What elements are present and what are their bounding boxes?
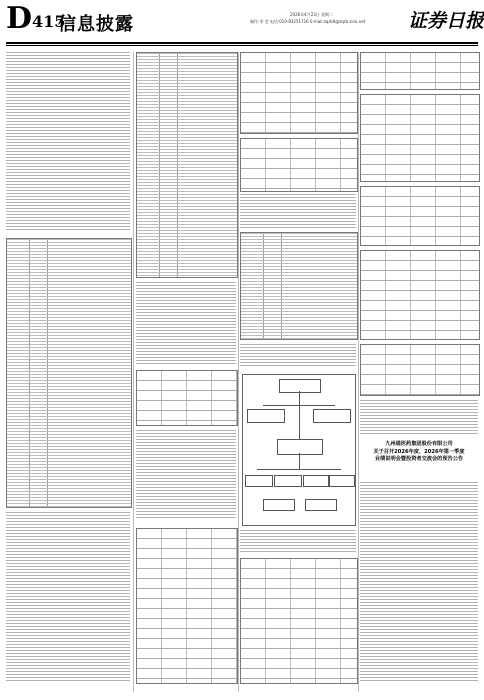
page-number: 415 bbox=[32, 12, 66, 31]
body-text bbox=[360, 482, 478, 682]
diagram-node bbox=[303, 475, 329, 487]
column-divider bbox=[238, 52, 239, 692]
body-text bbox=[240, 530, 356, 554]
body-text bbox=[360, 400, 478, 436]
data-table bbox=[6, 238, 132, 508]
diagram-connector bbox=[299, 405, 300, 439]
ownership-diagram bbox=[242, 374, 356, 526]
diagram-node bbox=[263, 499, 295, 511]
announcement-title-line1: 关于召开2026年度、2026年第一季度 bbox=[373, 449, 465, 455]
data-table bbox=[240, 232, 358, 340]
announcement-company: 九州通医药集团股份有限公司 bbox=[385, 441, 453, 447]
announcement-heading bbox=[360, 440, 478, 463]
masthead bbox=[0, 0, 484, 46]
column-1 bbox=[6, 52, 130, 692]
data-table bbox=[360, 344, 480, 396]
diagram-node bbox=[277, 439, 323, 455]
data-table bbox=[240, 558, 358, 684]
column-2 bbox=[136, 52, 236, 692]
diagram-node bbox=[274, 475, 302, 487]
body-text bbox=[240, 344, 356, 368]
data-table bbox=[136, 52, 238, 278]
diagram-connector bbox=[299, 453, 300, 469]
diagram-node bbox=[279, 379, 321, 393]
body-text bbox=[6, 512, 130, 682]
diagram-node bbox=[247, 409, 285, 423]
column-divider bbox=[358, 52, 359, 692]
data-table bbox=[360, 250, 480, 340]
body-text bbox=[136, 282, 236, 366]
diagram-node bbox=[313, 409, 351, 423]
data-table bbox=[360, 94, 480, 182]
data-table bbox=[240, 52, 358, 134]
data-table bbox=[136, 528, 238, 684]
data-table bbox=[136, 370, 238, 426]
diagram-node bbox=[245, 475, 273, 487]
masthead-rule bbox=[6, 42, 478, 44]
column-3 bbox=[240, 52, 356, 692]
body-text bbox=[240, 194, 356, 228]
data-table bbox=[360, 186, 480, 246]
contact-line: 制作:李 莹 电话:010-83251716 E-mail:zqrb9@zqrb.sina.net bbox=[250, 19, 366, 24]
newspaper-logo: 证券日报 bbox=[408, 10, 484, 32]
data-table bbox=[240, 138, 358, 192]
diagram-node bbox=[305, 499, 337, 511]
section-title: 信息披露 bbox=[58, 14, 134, 35]
column-4 bbox=[360, 52, 478, 692]
body-text bbox=[6, 52, 130, 232]
column-divider bbox=[133, 52, 134, 692]
page-code: D bbox=[6, 1, 33, 36]
diagram-connector bbox=[299, 391, 300, 405]
body-text bbox=[136, 430, 236, 520]
date-line: 2026年4月23日 星期二 bbox=[290, 12, 334, 17]
announcement-title-line2: 业绩说明会暨投资者交流会的预告公告 bbox=[374, 456, 464, 462]
diagram-connector bbox=[257, 469, 341, 470]
diagram-node bbox=[329, 475, 355, 487]
data-table bbox=[360, 52, 480, 90]
masthead-rule-thin bbox=[6, 45, 478, 46]
